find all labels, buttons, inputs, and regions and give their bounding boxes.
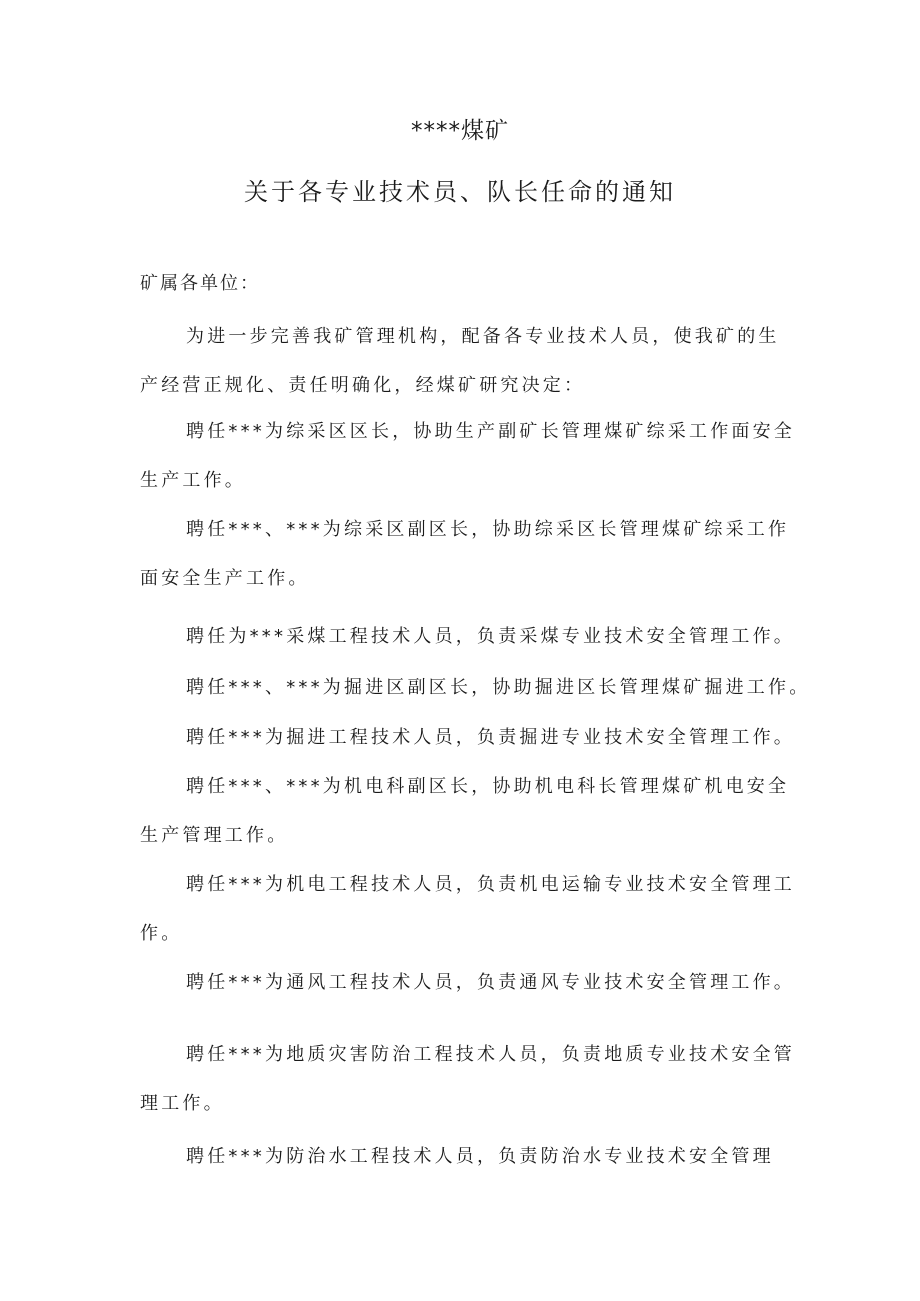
intro-paragraph: 为进一步完善我矿管理机构，配备各专业技术人员，使我矿的生产经营正规化、责任明确化，经煤矿研究决定： bbox=[140, 326, 780, 396]
appointment-paragraph: 聘任***为掘进工程技术人员，负责掘进专业技术安全管理工作。 bbox=[186, 727, 795, 748]
notice-title: 关于各专业技术员、队长任命的通知 bbox=[244, 178, 676, 206]
appointment-paragraph: 聘任***为机电工程技术人员，负责机电运输专业技术安全管理工作。 bbox=[140, 874, 795, 944]
appointment-paragraph: 聘任***为通风工程技术人员，负责通风专业技术安全管理工作。 bbox=[186, 972, 795, 993]
appointment-paragraph: 聘任***、***为掘进区副区长，协助掘进区长管理煤矿掘进工作。 bbox=[186, 677, 811, 698]
appointment-paragraph: 聘任为***采煤工程技术人员，负责采煤专业技术安全管理工作。 bbox=[186, 626, 795, 647]
appointment-paragraph: 聘任***为防治水工程技术人员，负责防治水专业技术安全管理 bbox=[186, 1146, 774, 1167]
appointment-paragraph: 聘任***为综采区区长，协助生产副矿长管理煤矿综采工作面安全生产工作。 bbox=[140, 421, 795, 491]
appointment-paragraph: 聘任***、***为机电科副区长，协助机电科长管理煤矿机电安全生产管理工作。 bbox=[140, 776, 790, 846]
appointment-paragraph: 聘任***、***为综采区副区长，协助综采区长管理煤矿综采工作面安全生产工作。 bbox=[140, 519, 790, 589]
appointment-paragraph: 聘任***为地质灾害防治工程技术人员，负责地质专业技术安全管理工作。 bbox=[140, 1044, 795, 1114]
salutation: 矿属各单位： bbox=[140, 273, 260, 294]
org-title: ****煤矿 bbox=[411, 118, 509, 144]
